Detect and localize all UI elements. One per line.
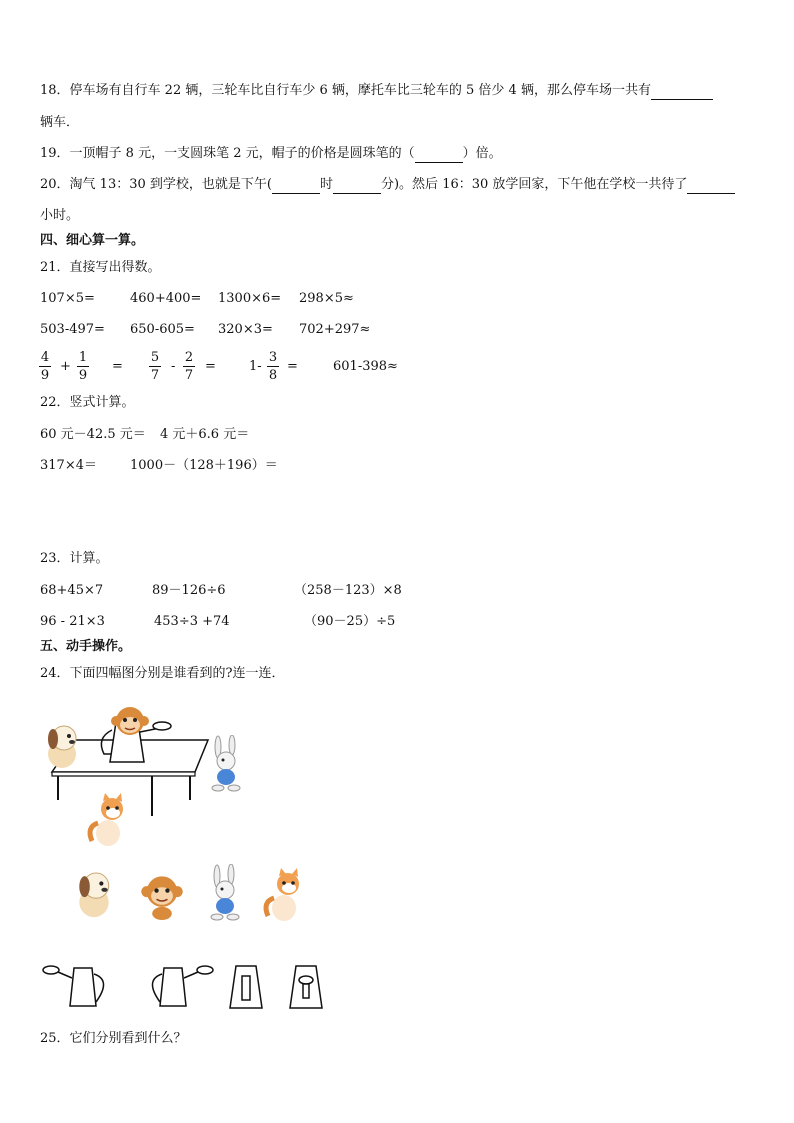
q23-title: 23．计算。 (40, 551, 109, 566)
q20-text-a: 20．淘气 13：30 到学校，也就是下午( (40, 177, 272, 192)
q18-line (40, 82, 713, 100)
one-minus: 1- (249, 359, 262, 374)
q23-item: 453÷3 +74 (154, 614, 230, 629)
view-spout-right-icon[interactable] (140, 960, 216, 1012)
q18-continuation: 辆车． (40, 115, 80, 130)
q23-item: 89－126÷6 (152, 583, 226, 598)
equals-sign: = (287, 359, 298, 374)
fraction-2-7: $\frac{2}{7}$ (184, 350, 194, 383)
equals-sign: = (112, 359, 123, 374)
equals-sign: = (205, 359, 216, 374)
q21-item: 702+297≈ (299, 322, 371, 337)
minus-sign: - (171, 359, 176, 374)
q18-answer-blank[interactable] (651, 85, 713, 100)
q23-item: （258－123）×8 (294, 583, 402, 598)
q20-hour-blank[interactable] (272, 179, 320, 194)
q21-item: 107×5= (40, 291, 95, 306)
q21-item: 503-497= (40, 322, 105, 337)
q19-line (40, 145, 502, 163)
view-spout-front-icon[interactable] (286, 962, 326, 1012)
dog-icon (42, 722, 82, 770)
cat-icon (86, 793, 130, 849)
q23-item: 96 - 21×3 (40, 614, 105, 629)
view-handle-front-icon[interactable] (226, 962, 266, 1012)
q19-answer-blank[interactable] (415, 148, 463, 163)
rabbit-icon (203, 864, 247, 922)
dog-icon (73, 868, 115, 920)
q20-duration-blank[interactable] (687, 179, 735, 194)
q20-text-b: 时 (319, 177, 333, 192)
q21-item: 460+400= (130, 291, 202, 306)
fraction-4-9: $\frac{4}{9}$ (40, 350, 50, 383)
cat-icon (262, 868, 306, 924)
q21-item: 601-398≈ (333, 359, 398, 374)
q22-item: 317×4＝ (40, 458, 97, 473)
monkey-icon (110, 703, 150, 743)
fraction-1-9: $\frac{1}{9}$ (78, 350, 88, 383)
q22-item: 60 元－42.5 元＝ (40, 427, 146, 442)
q20-minute-blank[interactable] (333, 179, 381, 194)
plus-sign: + (60, 359, 71, 374)
view-spout-left-icon[interactable] (40, 960, 116, 1012)
q23-item: 68+45×7 (40, 583, 104, 598)
q21-item: 1300×6= (218, 291, 282, 306)
q18-text: 18．停车场有自行车 22 辆，三轮车比自行车少 6 辆，摩托车比三轮车的 5 倍少 4 辆，那么停车场一共有 (40, 83, 651, 98)
q22-title: 22．竖式计算。 (40, 395, 135, 410)
q20-line (40, 176, 735, 194)
q21-title: 21．直接写出得数。 (40, 260, 161, 275)
q21-item: 650-605= (130, 322, 195, 337)
fraction-5-7: $\frac{5}{7}$ (150, 350, 160, 383)
q20-continuation: 小时。 (40, 208, 80, 223)
q24-title: 24．下面四幅图分别是谁看到的?连一连． (40, 666, 285, 681)
q23-item: （90－25）÷5 (304, 614, 396, 629)
fraction-3-8: $\frac{3}{8}$ (268, 350, 278, 383)
q22-item: 4 元＋6.6 元＝ (160, 427, 250, 442)
q19-text-a: 19．一顶帽子 8 元，一支圆珠笔 2 元，帽子的价格是圆珠笔的（ (40, 146, 415, 161)
q22-item: 1000－（128＋196）＝ (130, 458, 278, 473)
q21-item: 320×3= (218, 322, 273, 337)
q21-item: 298×5≈ (299, 291, 354, 306)
q20-text-c: 分)。然后 16：30 放学回家，下午他在学校一共待了 (380, 177, 688, 192)
section-5-heading: 五、动手操作。 (40, 639, 132, 654)
monkey-icon (140, 872, 184, 920)
q25-title: 25．它们分别看到什么？ (40, 1031, 187, 1046)
q19-text-b: ）倍。 (462, 146, 502, 161)
rabbit-icon (204, 735, 248, 793)
section-4-heading: 四、细心算一算。 (40, 233, 145, 248)
